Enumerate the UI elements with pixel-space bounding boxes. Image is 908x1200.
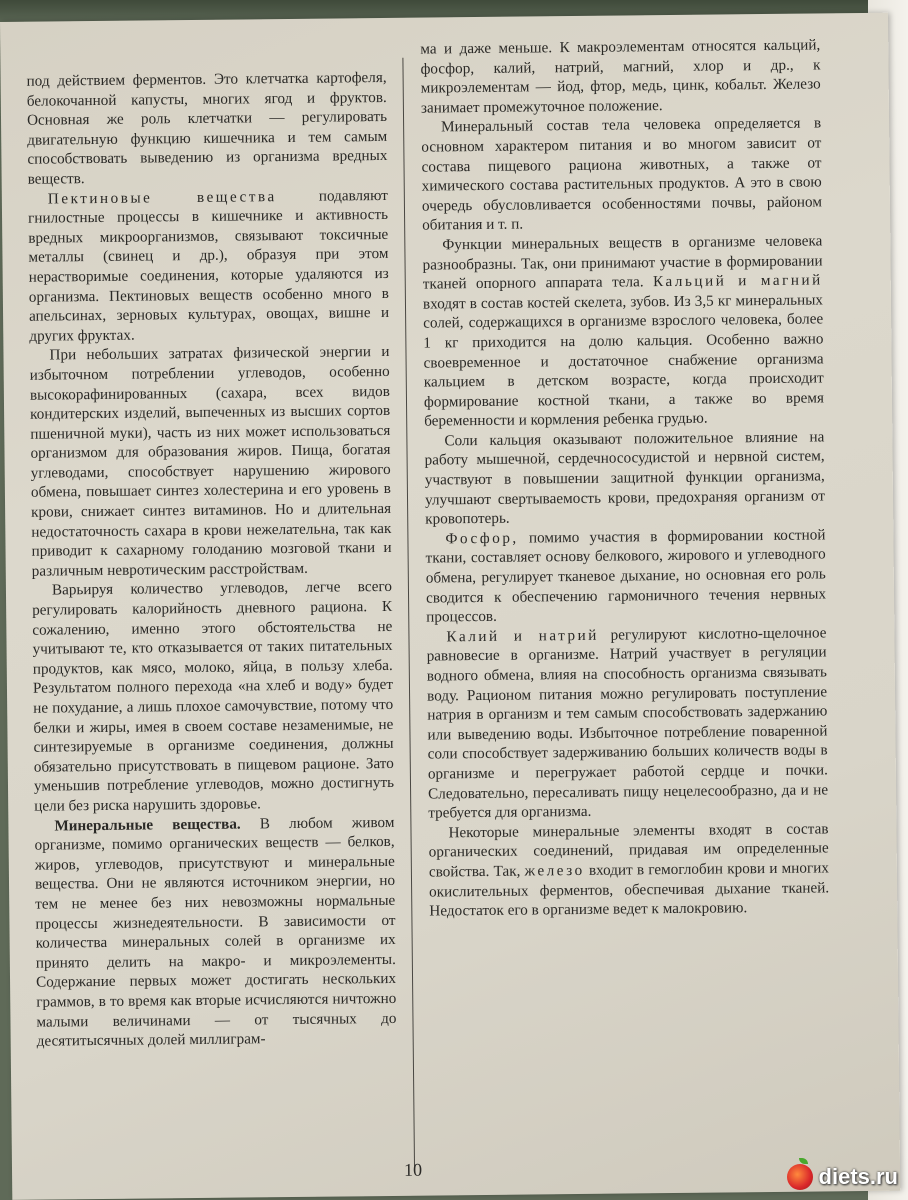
paragraph [422, 231, 824, 431]
paragraph-text: входят в состав костей скелета, зубов. Из 3,5 кг минеральных солей, содержащихся в организме взрослого человека, более 1 кг приходится на долю кальция. Особенно важно своевременное и достаточное снабжение организма кальцием в детском возрасте, когда происходит формирование костной ткани, а также во время беременности и кормления ребенка грудью. [422, 291, 825, 430]
paragraph: При небольших затратах физической энергии и избыточном потреблении углеводов, особенно высокорафинированных (сахара, всех видов кондитерских изделий, выпеченных из высших сортов пшеничной муки), часть из них может использоваться организмом для образования жиров. Пища, богатая углеводами, способствует нарушению жирового обмена, повышает синтез холестерина и его уровень в крови, снижает синтез витаминов. Но и длительная недостаточность сахара в крови нежелательна, так как приводит к сахарному голоданию мозговой ткани и различным невротическим расстройствам. [29, 343, 392, 580]
term: Кальций и магний [652, 271, 823, 291]
paragraph-text: Некоторые минеральные элементы входят в состав органических соединений, придавая им определенные свойства. Так, [428, 820, 829, 881]
paragraph-text: подавляют гнилостные процессы в кишечнике и активность вредных микроорганизмов, связывают токсичные металлы (свинец и др.), образуя при этом нерастворимые соединения, которые удаляются из организма. Пектиновых веществ особенно много в апельсинах, зерновых культурах, овощах, вишне и других фруктах. [27, 186, 390, 345]
term: Калий и натрий [446, 626, 599, 646]
term: железо [524, 861, 585, 880]
paragraph-text: регулируют кислотно-щелочное равновесие в организме. Натрий участвует в регуляции водного обмена, влияя на способность организма связывать воду. Рационом питания можно регулировать поступление натрия в организм и тем самым способствовать задержанию или выведению воды. Избыточное потребление поваренной соли способствует задерживанию больших количеств воды в организме и перегружает работой сердце и почки. Следовательно, пересаливать пищу нецелесообразно, да и не требуется для организма. [426, 624, 829, 822]
book-page [0, 13, 900, 1200]
paragraph: Минеральный состав тела человека определяется в основном характером питания и во многом зависит от состава пищевого рациона животных, а также от химического состава растительных продуктов. А это в свою очередь обусловливается особенностями почвы, районом обитания и т. п. [421, 114, 823, 234]
paragraph [34, 812, 396, 1051]
left-column [27, 68, 397, 1051]
paragraph-text: помимо участия в формировании костной ткани, составляет основу белкового, жирового и углеводного обмена, регулирует тканевое дыхание, но основная его роль сводится к обеспечению гармоничного течения нервных процессов. [425, 526, 827, 626]
paragraph-text: Функции минеральных веществ в организме человека разнообразны. Так, они принимают участие в формировании ткaней опорного аппарата тела. [422, 232, 823, 293]
page-number: 10 [403, 1159, 423, 1180]
paragraph [426, 623, 828, 823]
paragraph-text: входит в гемоглобин крови и многих окислительных ферментов, обеспечивая дыхание тканей. Недостаток его в организме ведет к малокровию. [429, 859, 830, 920]
apple-logo-icon [787, 1164, 813, 1190]
watermark [787, 1164, 898, 1190]
paragraph [28, 186, 390, 347]
section-heading: Минеральные вещества. [54, 815, 241, 835]
paragraph: Варьируя количество углеводов, легче всего регулировать калорийность дневного рациона. К сожалению, именно этого обстоятельства не учитывают те, кто отказывается от таких питательных продуктов, как мясо, молоко, яйца, в пользу хлеба. Результатом полного перехода «на хлеб и воду» будет не похудание, а лишь плохое самочувствие, потому что белки и жиры, имея в своем составе незаменимые, не синтезируемые в организме соединения, должны обязательно присутствовать в пищевом рационе. Зато уменьшив потребление углеводов, можно достигнуть цели без риска нарушить здоровье. [32, 578, 395, 815]
right-column [420, 35, 829, 921]
paragraph: Соли кальция оказывают положительное влияние на работу мышечной, сердечнососудистой и нервной систем, участвуют в повышении защитной функции организма, улучшают свертываемость крови, предохраняя организм от кровопотерь. [424, 428, 826, 528]
paragraph: ма и даже меньше. К макроэлементам относятся кальций, фосфор, калий, натрий, магний, хлор и др., к микроэлементам — йод, фтор, медь, цинк, кобальт. Железо занимает промежуточное положение. [420, 36, 821, 117]
watermark-text: diets.ru [818, 1164, 898, 1189]
term: Пектиновые вещества [47, 187, 277, 208]
paragraph: под действием ферментов. Это клетчатка картофеля, белокочанной капусты, многих ягод и фруктов. Основная же роль клетчатки — регулировать двигательную функцию кишечника и тем самым способствовать выведению из организма вредных веществ. [26, 68, 388, 188]
term: Фосфор, [445, 529, 519, 548]
column-divider [402, 58, 415, 1168]
paragraph [425, 525, 826, 627]
paragraph [428, 819, 829, 921]
paragraph-text: В любом живом организме, помимо органических веществ — белков, жиров, углеводов, присутствуют и минеральные вещества. Они не являются источником энергии, но тем не менее без них невозможны нормальные процессы жизнедеятельности. В зависимости от количества минеральных солей в организме их принято делить на макро- и микроэлементы. Содержание первых может достигать нескольких граммов, в то время как вторые исчисляются ничтожно малыми величинами — от тысячных до десятитысячных долей миллиграм- [34, 813, 397, 1050]
